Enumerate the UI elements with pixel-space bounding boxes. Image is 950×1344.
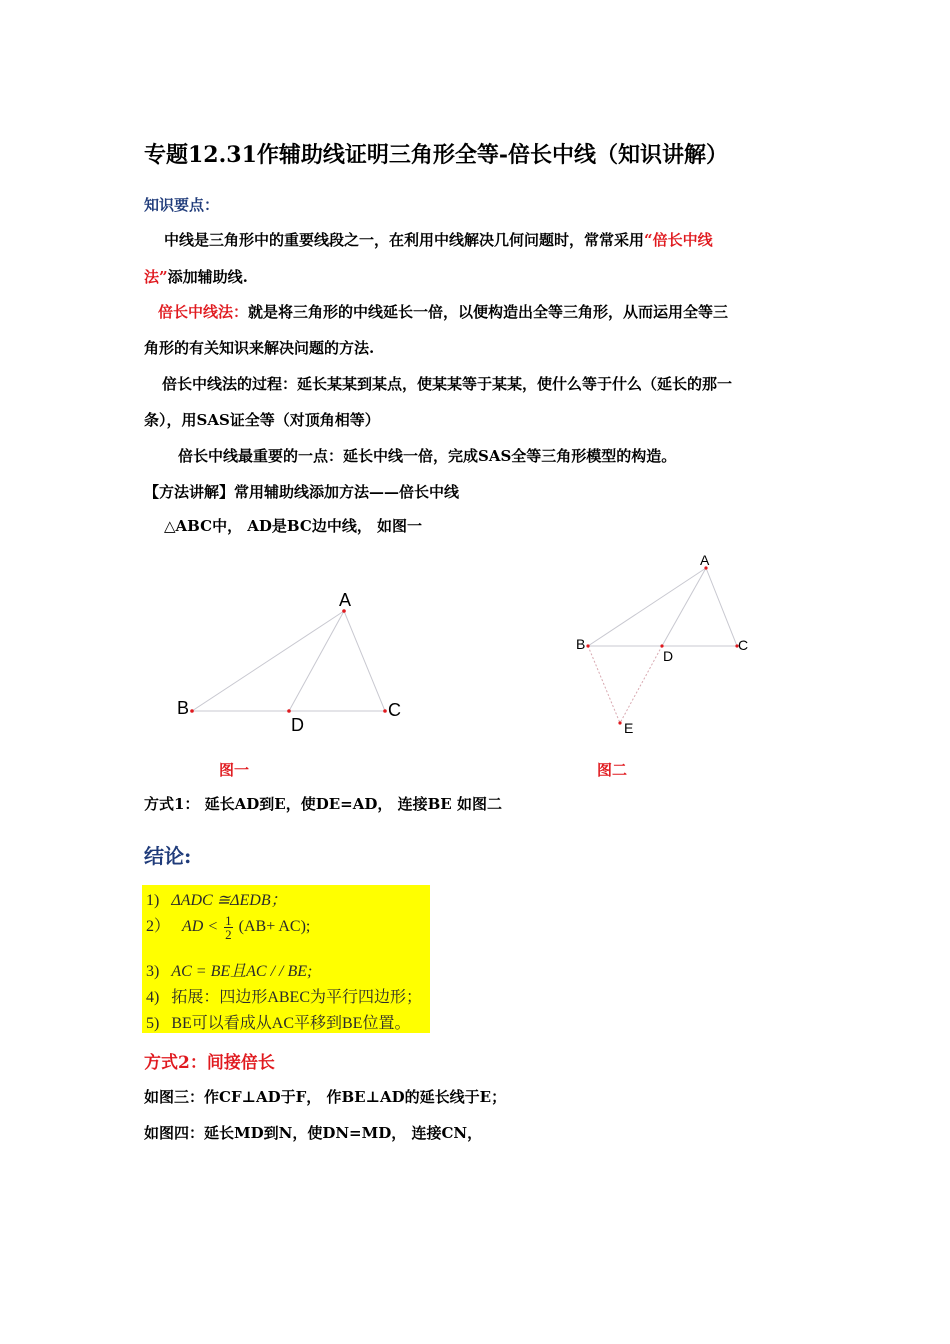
figure-1 (160, 585, 420, 745)
extension-de (620, 646, 662, 723)
label-a: A (700, 552, 710, 568)
figure-1-caption: 图一 (219, 761, 250, 779)
conclusion-4 (146, 984, 422, 1007)
paragraph-2-text: 就是将三角形的中线延长一倍，以便构造出全等三角形，从而运用全等三 (248, 303, 729, 321)
point-e (618, 721, 621, 724)
label-e: E (624, 720, 634, 736)
triangle-abc (192, 611, 385, 711)
label-b: B (177, 698, 190, 718)
point-b (586, 644, 589, 647)
median-ad (289, 611, 344, 711)
conclusion-4-text: 拓展：四边形ABEC为平行四边形； (171, 989, 423, 1006)
paragraph-2-line-2: 角形的有关知识来解决问题的方法. (144, 339, 375, 357)
paragraph-3-line-2: 条），用SAS证全等（对顶角相等） (144, 411, 380, 429)
figure-2-caption: 图二 (597, 761, 628, 779)
conclusion-3-text: AC = BE且AC / / BE; (171, 963, 313, 980)
fraction-numerator: 1 (225, 912, 232, 928)
label-c: C (388, 700, 401, 720)
figure-2 (570, 550, 760, 740)
figure-3-text: 如图三：作CF⊥AD于F， 作BE⊥AD的延长线于E； (144, 1088, 507, 1106)
segment-be (588, 646, 620, 723)
conclusion-5-text: BE可以看成从AC平移到BE位置。 (171, 1015, 411, 1032)
conclusion-1-text: ΔADC ≅ΔEDB； (171, 892, 287, 909)
paragraph-2-red-label: 倍长中线法： (158, 303, 249, 321)
paragraph-1-end: 添加辅助线. (167, 268, 248, 286)
conclusion-heading: 结论: (144, 844, 192, 868)
point-c (383, 709, 387, 713)
conclusion-2-number: 2） (146, 918, 171, 935)
paragraph-1-line-1 (164, 229, 713, 250)
paragraph-1-line-2 (144, 266, 248, 287)
conclusion-2 (146, 913, 310, 941)
label-d: D (663, 648, 674, 664)
knowledge-heading: 知识要点： (144, 196, 220, 214)
conclusion-4-number: 4) (146, 989, 160, 1006)
conclusion-3-number: 3) (146, 963, 160, 980)
method-1-text: 方式1： 延长AD到E，使DE=AD， 连接BE 如图二 (144, 795, 502, 813)
conclusion-1 (146, 887, 287, 910)
paragraph-1-red-end: 法” (144, 268, 168, 286)
conclusion-5 (146, 1010, 410, 1033)
point-d (287, 709, 291, 713)
method-2-heading: 方式2：间接倍长 (144, 1053, 275, 1073)
triangle-abc (588, 568, 737, 646)
paragraph-1-red-text: “倍长中线 (644, 231, 713, 249)
label-c: C (738, 637, 749, 653)
conclusion-1-number: 1) (146, 892, 160, 909)
label-d: D (291, 715, 304, 735)
page-title: 专题12.31作辅助线证明三角形全等-倍长中线（知识讲解） (144, 142, 729, 168)
paragraph-3-line-1: 倍长中线法的过程：延长某某到某点，使某某等于某某，使什么等于什么（延长的那一 (162, 375, 733, 393)
paragraph-2-line-1 (158, 301, 728, 322)
conclusion-2-lhs: AD < (182, 918, 219, 935)
label-a: A (339, 590, 352, 610)
paragraph-4: 倍长中线最重要的一点：延长中线一倍，完成SAS全等三角形模型的构造。 (178, 447, 677, 465)
figure-4-text: 如图四：延长MD到N，使DN=MD， 连接CN， (144, 1124, 483, 1142)
setup-text: △ABC中， AD是BC边中线， 如图一 (164, 517, 423, 535)
conclusion-5-number: 5) (146, 1015, 160, 1032)
fraction-denominator: 2 (225, 926, 232, 942)
label-b: B (576, 636, 586, 652)
method-heading: 【方法讲解】常用辅助线添加方法——倍长中线 (144, 483, 460, 501)
conclusion-3 (146, 958, 312, 981)
conclusion-box (142, 885, 430, 1033)
median-ad (662, 568, 706, 646)
fraction-one-half (224, 914, 233, 941)
paragraph-1-text: 中线是三角形中的重要线段之一，在利用中线解决几何问题时，常常采用 (164, 231, 645, 249)
point-b (190, 709, 194, 713)
conclusion-2-rhs: (AB+ AC); (238, 918, 311, 935)
